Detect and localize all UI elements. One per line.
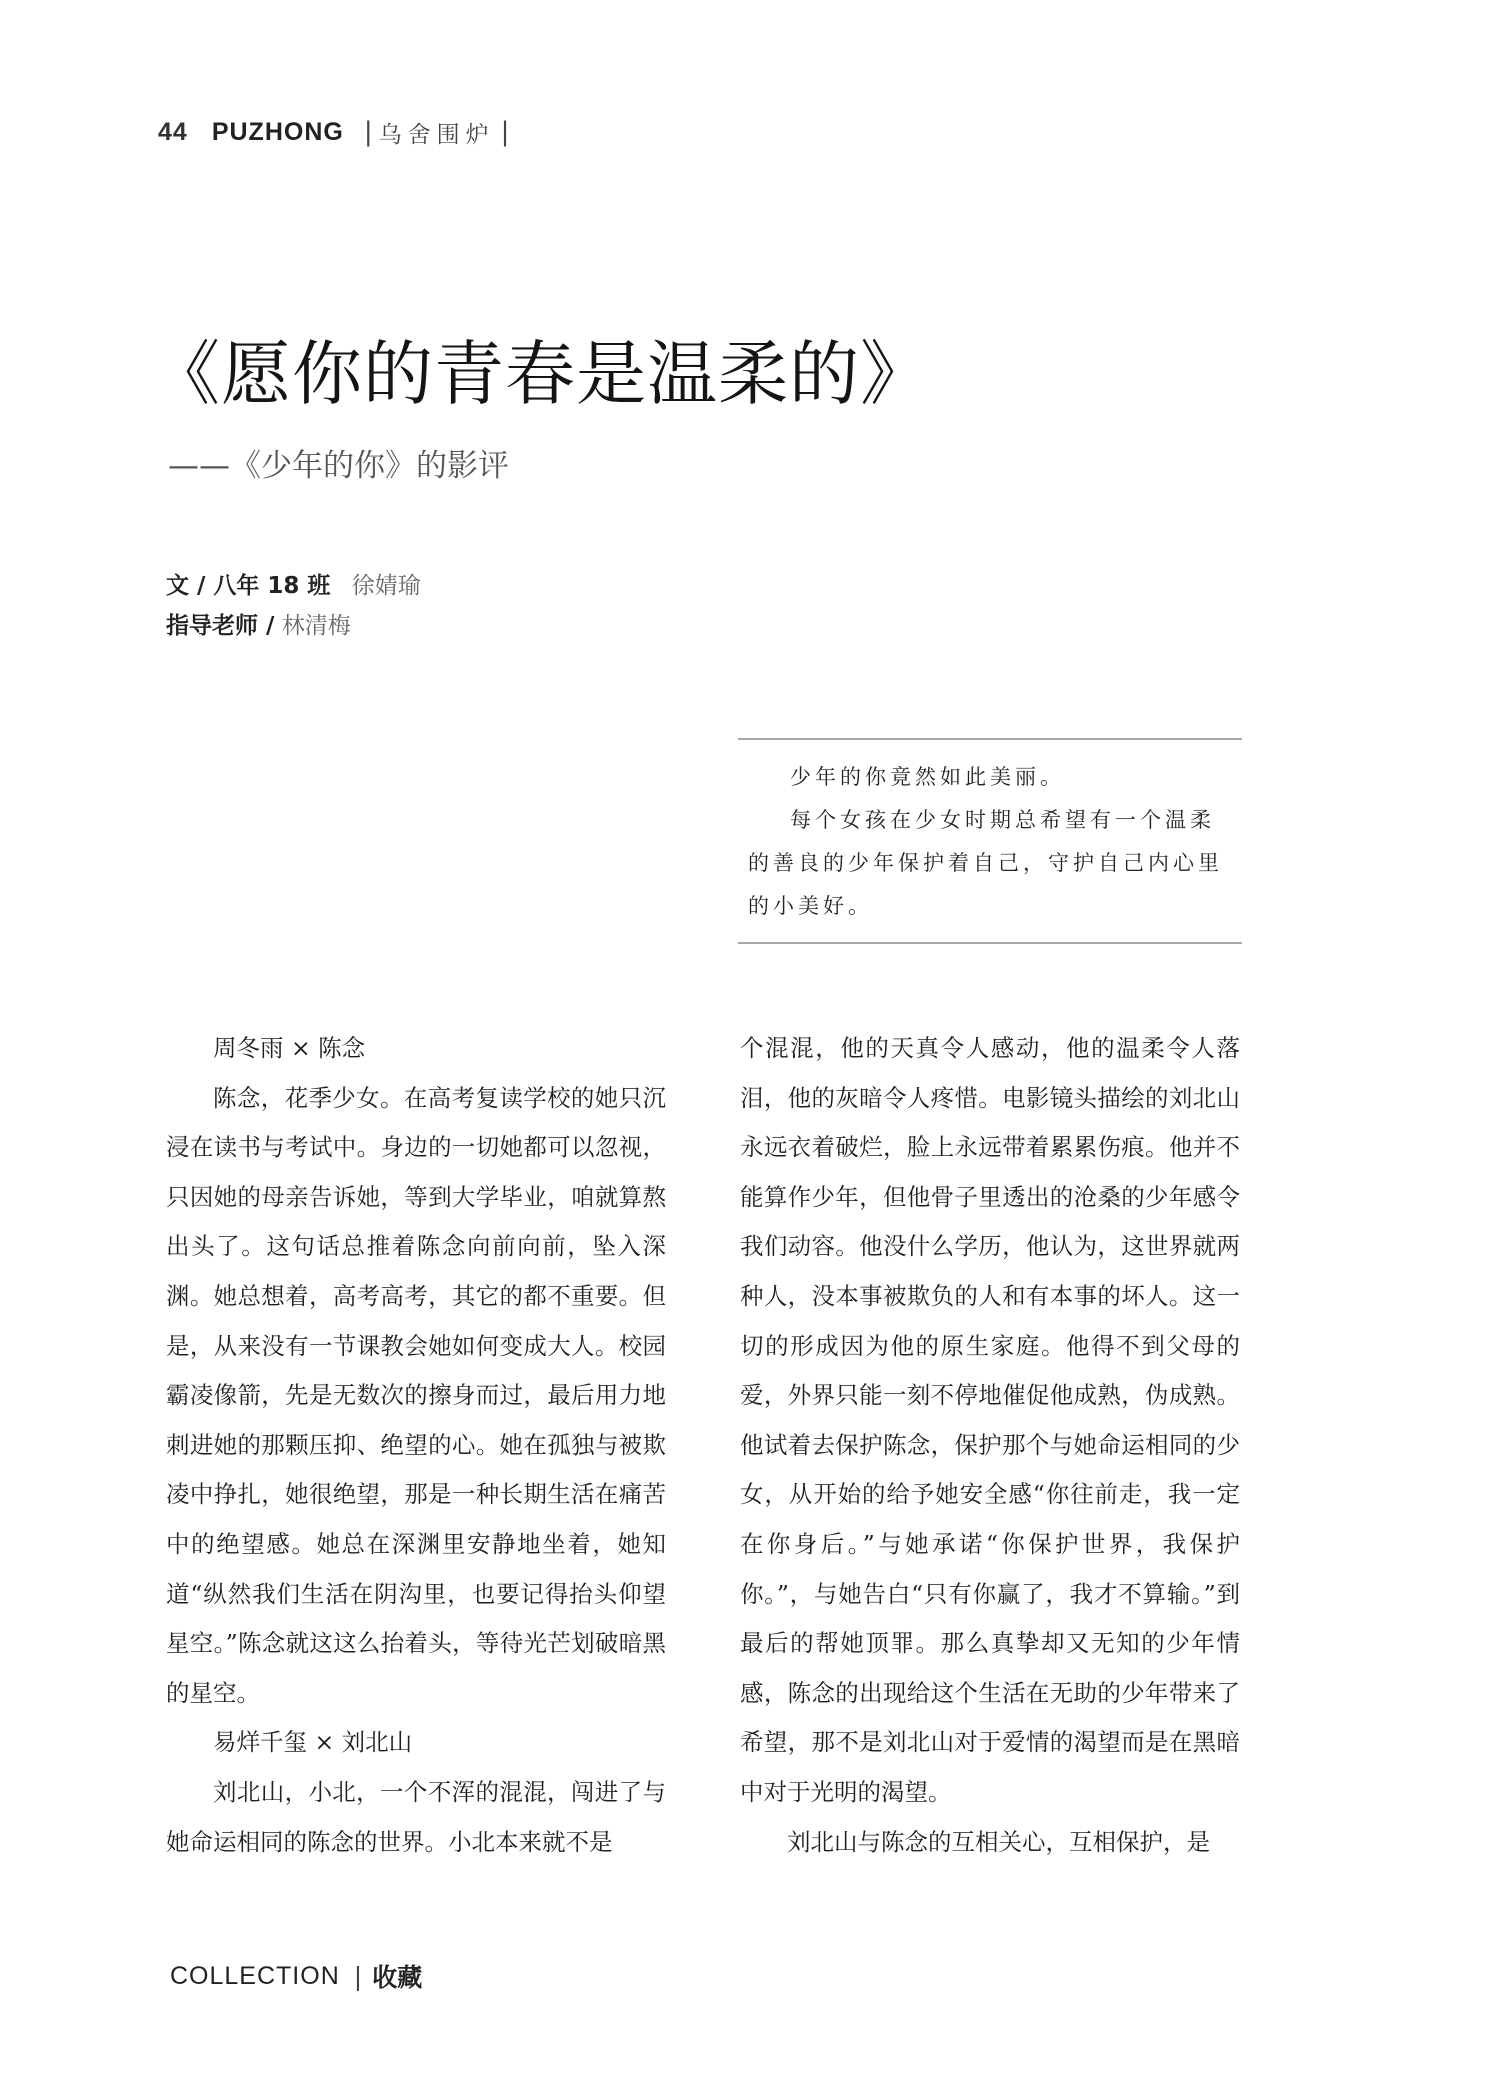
section-heading: 周冬雨 × 陈念 [213,1034,366,1062]
author-line [166,566,421,606]
teacher-name: 林清梅 [281,613,351,639]
article-title: 《愿你的青春是温柔的》 [150,333,931,415]
header-divider-end: | [500,117,510,147]
header-divider: | [363,117,373,147]
page-number: 44 [158,117,188,146]
section-heading: 易烊千玺 × 刘北山 [213,1728,413,1757]
author-label: 文 / 八年 18 班 [166,573,331,599]
column-name: 乌舍围炉 [378,121,495,148]
teacher-label: 指导老师 / [166,613,275,639]
pull-quote-line-1: 少年的你竟然如此美丽。 [790,765,1065,789]
pull-quote [738,738,1242,944]
paragraph: 陈念，花季少女。在高考复读学校的她只沉浸在读书与考试中。身边的一切她都可以忽视，只因她的母亲告诉她，等到大学毕业，咱就算熬出头了。这句话总推着陈念向前向前，坠入深渊。她总想着，高考高考，其它的都不重要。但是，从来没有一节课教会她如何变成大人。校园霸凌像箭，先是无数次的擦身而过，最后用力地刺进她的那颗压抑、绝望的心。她在孤独与被欺凌中挣扎，她很绝望，那是一种长期生活在痛苦中的绝望感。她总在深渊里安静地坐着，她知道“纵然我们生活在阴沟里，也要记得抬头仰望星空。”陈念就这这么抬着头，等待光芒划破暗黑的星空。 [166,1083,666,1707]
body-column-left [166,1024,666,1867]
footer-section-en: COLLECTION [170,1961,340,1990]
footer-section-zh: 收藏 [372,1963,423,1992]
footer [170,1958,422,1994]
paragraph-continued: 个混混，他的天真令人感动，他的温柔令人落泪，他的灰暗令人疼惜。电影镜头描绘的刘北山永远衣着破烂，脸上永远带着累累伤痕。他并不能算作少年，但他骨子里透出的沧桑的少年感令我们动容。他没什么学历，他认为，这世界就两种人，没本事被欺负的人和有本事的坏人。这一切的形成因为他的原生家庭。他得不到父母的爱，外界只能一刻不停地催促他成熟，伪成熟。他试着去保护陈念，保护那个与她命运相同的少女，从开始的给予她安全感“你往前走，我一定在你身后。”与她承诺“你保护世界，我保护你。”，与她告白“只有你赢了，我才不算输。”到最后的帮她顶罪。那么真挚却又无知的少年情感，陈念的出现给这个生活在无助的少年带来了希望，那不是刘北山对于爱情的渴望而是在黑暗中对于光明的渴望。 [740,1034,1240,1806]
body-column-right [740,1024,1240,1867]
magazine-name: PUZHONG [211,117,344,146]
pull-quote-line-2: 每个女孩在少女时期总希望有一个温柔的善良的少年保护着自己，守护自己内心里的小美好。 [748,808,1223,918]
paragraph: 刘北山，小北，一个不浑的混混，闯进了与她命运相同的陈念的世界。小北本来就不是 [166,1777,666,1856]
footer-divider: | [353,1961,363,1991]
teacher-line [166,606,421,646]
article-subtitle: ——《少年的你》的影评 [168,448,509,484]
paragraph: 刘北山与陈念的互相关心，互相保护，是 [787,1827,1210,1856]
author-name: 徐婧瑜 [351,573,421,599]
byline [166,566,421,646]
running-header [158,112,515,152]
